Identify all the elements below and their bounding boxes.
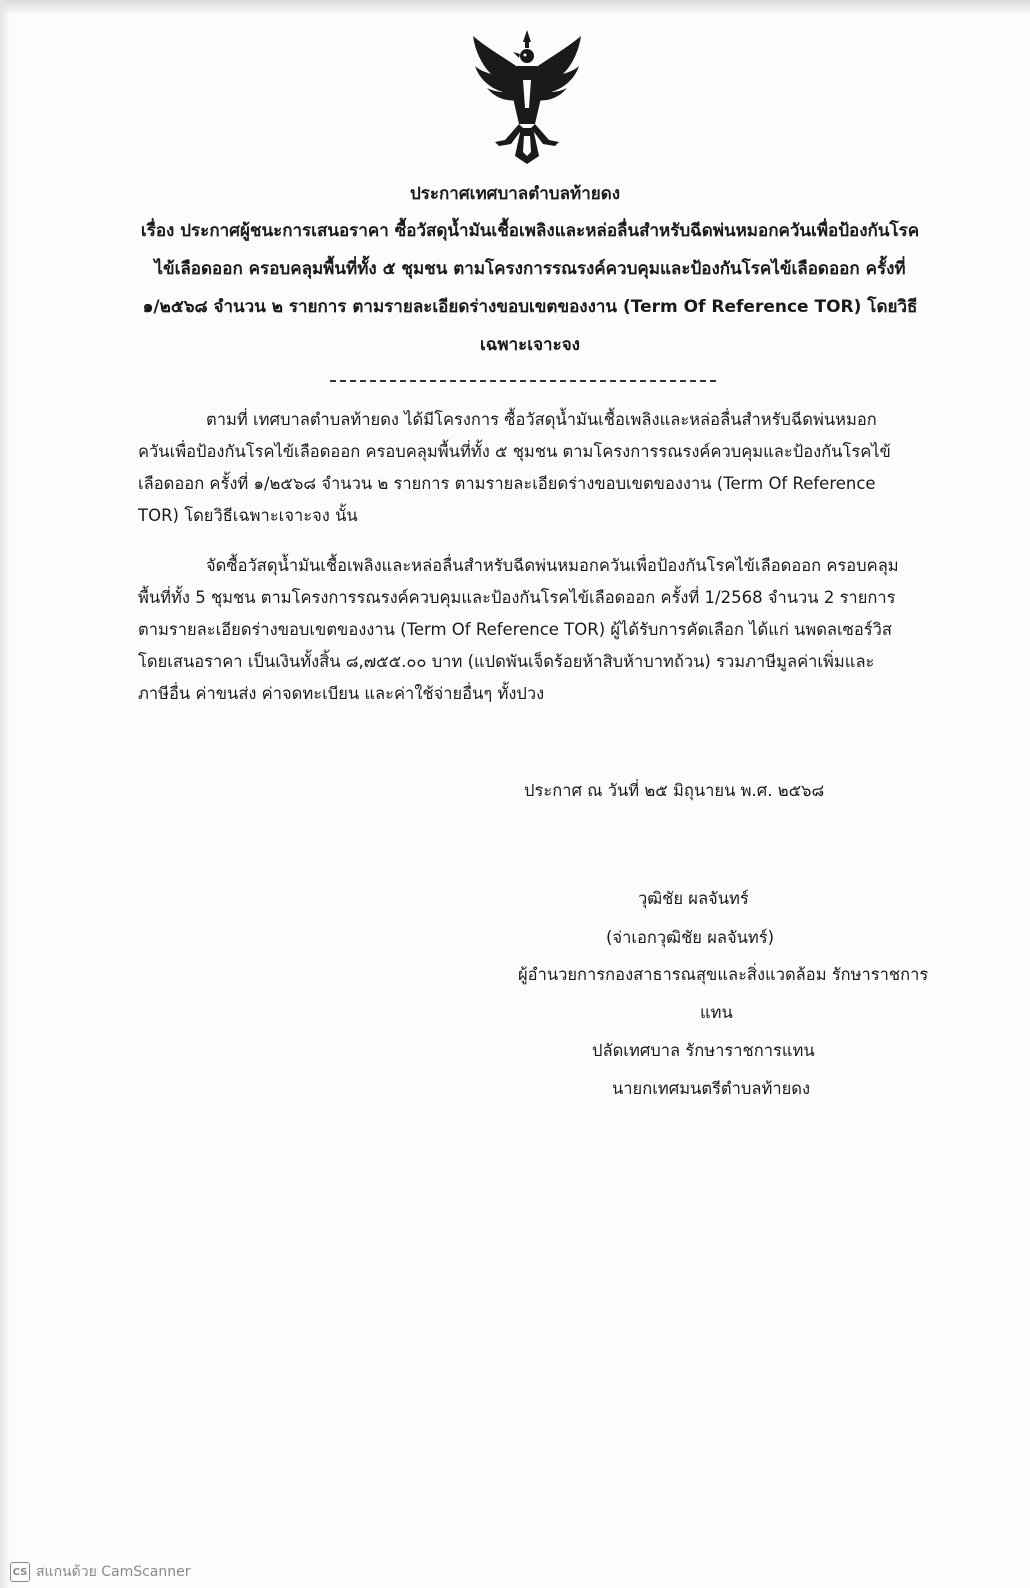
garuda-emblem-icon [465,28,589,168]
signatory-position-4: นายกเทศมนตรีตำบลท้ายดง [612,1079,811,1098]
scanner-watermark-text: สแกนด้วย CamScanner [36,1564,191,1580]
document-subject: เรื่อง ประกาศผู้ชนะการเสนอราคา ซื้อวัสดุน้ำมันเชื้อเพลิงและหล่อลื่นสำหรับฉีดพ่นหมอกควันเพื่อป้องกันโรคไข้เลือดออก ครอบคลุมพื้นที่ทั้ง ๕ ชุมชน ตามโครงการรณรงค์ควบคุมและป้องกันโรคไข้เลือดออก ครั้งที่ ๑/๒๕๖๘ จำนวน ๒ รายการ ตามรายละเอียดร่างขอบเขตของงาน (Term Of Reference TOR) โดยวิธีเฉพาะเจาะจง [140,221,920,355]
signatory-name: วุฒิชัย ผลจันทร์ [638,889,749,908]
signatory-position-1: ผู้อำนวยการกองสาธารณสุขและสิ่งแวดล้อม รักษาราชการ [518,965,929,984]
scan-edge-top [0,0,1030,14]
signatory-position-2: แทน [700,1003,733,1022]
camscanner-logo-icon: CS [10,1562,30,1582]
scan-edge-left [0,0,10,1588]
body-paragraph-1: ตามที่ เทศบาลตำบลท้ายดง ได้มีโครงการ ซื้อวัสดุน้ำมันเชื้อเพลิงและหล่อลื่นสำหรับฉีดพ่นหมอกควันเพื่อป้องกันโรคไข้เลือดออก ครอบคลุมพื้นที่ทั้ง ๕ ชุมชน ตามโครงการรณรงค์ควบคุมและป้องกันโรคไข้เลือดออก ครั้งที่ ๑/๒๕๖๘ จำนวน ๒ รายการ ตามรายละเอียดร่างขอบเขตของงาน (Term Of Reference TOR) โดยวิธีเฉพาะเจาะจง นั้น [138,410,891,525]
announcement-date: ประกาศ ณ วันที่ ๒๕ มิถุนายน พ.ศ. ๒๕๖๘ [524,781,825,800]
signatory-full-name: (จ่าเอกวุฒิชัย ผลจันทร์) [606,928,775,947]
document-title: ประกาศเทศบาลตำบลท้ายดง [409,184,621,204]
signatory-position-3: ปลัดเทศบาล รักษาราชการแทน [592,1041,815,1060]
separator-rule [330,380,716,382]
body-paragraph-2: จัดซื้อวัสดุน้ำมันเชื้อเพลิงและหล่อลื่นสำหรับฉีดพ่นหมอกควันเพื่อป้องกันโรคไข้เลือดออก ครอบคลุมพื้นที่ทั้ง 5 ชุมชน ตามโครงการรณรงค์ควบคุมและป้องกันโรคไข้เลือดออก ครั้งที่ 1/2568 จำนวน 2 รายการ ตามรายละเอียดร่างขอบเขตของงาน (Term Of Reference TOR) ผู้ได้รับการคัดเลือก ได้แก่ นพดลเซอร์วิส โดยเสนอราคา เป็นเงินทั้งสิ้น ๘,๗๕๕.๐๐ บาท (แปดพันเจ็ดร้อยห้าสิบห้าบาทถ้วน) รวมภาษีมูลค่าเพิ่มและภาษีอื่น ค่าขนส่ง ค่าจดทะเบียน และค่าใช้จ่ายอื่นๆ ทั้งปวง [138,556,899,703]
scanner-watermark [10,1561,191,1583]
